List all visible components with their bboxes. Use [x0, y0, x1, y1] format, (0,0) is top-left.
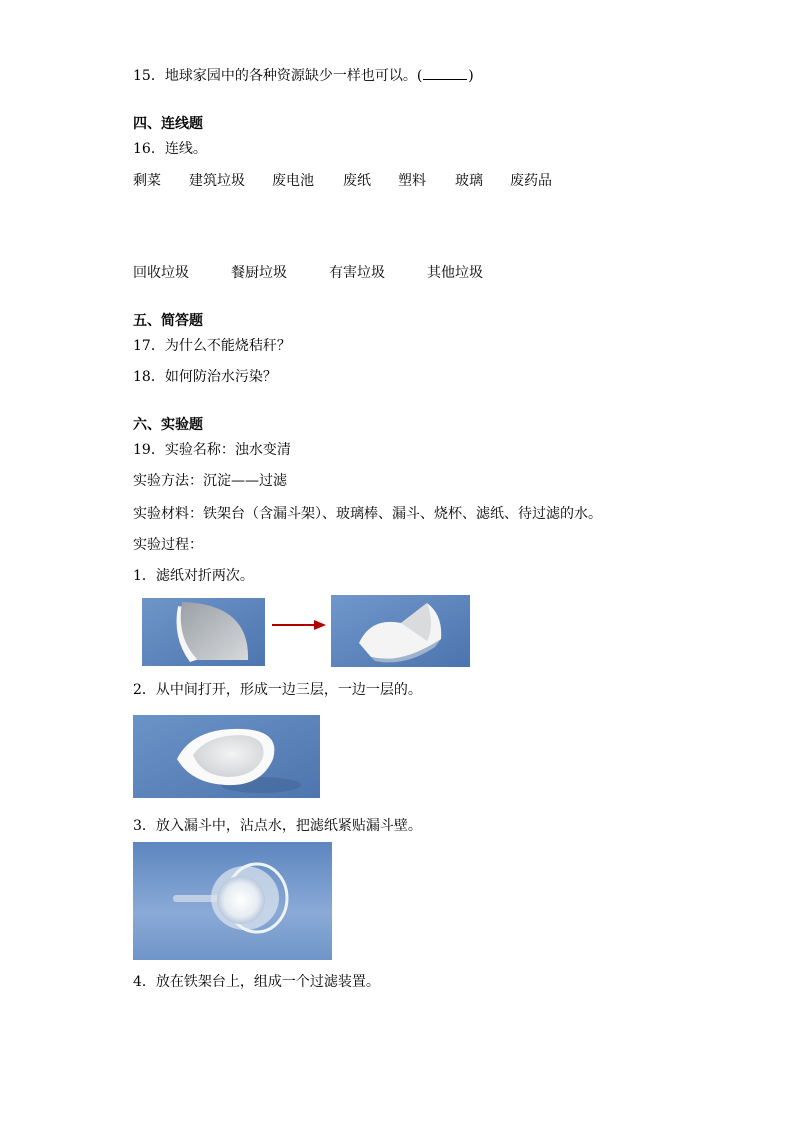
photo-funnel-with-filter — [133, 842, 332, 960]
question-15 — [133, 67, 474, 85]
step-4: 4．放在铁架台上，组成一个过滤装置。 — [133, 974, 380, 990]
step-2: 2．从中间打开，形成一边三层，一边一层的。 — [133, 682, 422, 698]
match-top-item[interactable]: 废电池 — [272, 173, 314, 189]
answer-blank[interactable] — [423, 67, 467, 80]
match-bottom-item[interactable]: 回收垃圾 — [133, 265, 189, 281]
section-4-heading: 四、连线题 — [133, 116, 203, 132]
experiment-process-label: 实验过程： — [133, 537, 203, 553]
match-bottom-item[interactable]: 其他垃圾 — [427, 265, 483, 281]
experiment-method: 实验方法：沉淀——过滤 — [133, 473, 287, 489]
arrow-right-icon — [272, 617, 326, 633]
photo-opened-filter-paper — [133, 715, 320, 798]
match-top-item[interactable]: 建筑垃圾 — [189, 173, 245, 189]
photo-folded-filter-paper — [142, 598, 265, 666]
match-bottom-item[interactable]: 餐厨垃圾 — [231, 265, 287, 281]
photo-cone-filter-paper — [331, 595, 470, 667]
experiment-materials: 实验材料：铁架台（含漏斗架）、玻璃棒、漏斗、烧杯、滤纸、待过滤的水。 — [133, 506, 602, 522]
step-1: 1．滤纸对折两次。 — [133, 568, 254, 584]
section-5-heading: 五、简答题 — [133, 313, 203, 329]
experiment-name: 19．实验名称：浊水变清 — [133, 442, 291, 458]
question-15-close: ) — [468, 68, 474, 84]
question-18: 18．如何防治水污染？ — [133, 369, 277, 385]
question-16-prompt: 16．连线。 — [133, 141, 207, 157]
section-6-heading: 六、实验题 — [133, 417, 203, 433]
step-3: 3．放入漏斗中，沾点水，把滤纸紧贴漏斗壁。 — [133, 818, 422, 834]
match-top-item[interactable]: 废纸 — [343, 173, 371, 189]
question-15-text: 15．地球家园中的各种资源缺少一样也可以。( — [133, 68, 423, 84]
question-17: 17．为什么不能烧秸秆？ — [133, 338, 291, 354]
match-bottom-item[interactable]: 有害垃圾 — [329, 265, 385, 281]
match-top-item[interactable]: 玻璃 — [455, 173, 483, 189]
match-top-item[interactable]: 塑料 — [398, 173, 426, 189]
match-top-item[interactable]: 剩菜 — [133, 173, 161, 189]
match-top-item[interactable]: 废药品 — [510, 173, 552, 189]
